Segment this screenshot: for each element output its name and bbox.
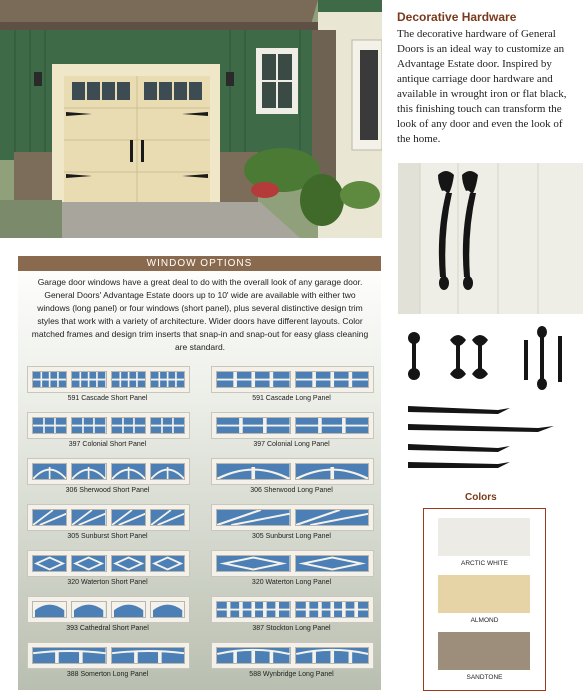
window-pane: [111, 371, 146, 388]
colors-heading: Colors: [465, 492, 497, 503]
window-option-frame: [27, 642, 190, 669]
window-pane: [216, 417, 291, 434]
window-pane-graphic: [33, 648, 106, 663]
window-pane-graphic: [151, 464, 184, 479]
window-pane-graphic: [151, 418, 184, 433]
window-option-label: 305 Sunburst Short Panel: [67, 533, 148, 540]
window-pane-graphic: [112, 464, 145, 479]
window-pane-graphic: [72, 464, 105, 479]
window-options-heading: WINDOW OPTIONS: [18, 256, 381, 271]
swatch-almond: [438, 575, 530, 613]
window-option-frame: [27, 366, 190, 393]
window-pane: [111, 555, 146, 572]
window-pane-graphic: [112, 510, 145, 525]
window-option-label: 588 Wynbridge Long Panel: [249, 671, 334, 678]
window-option-label: 393 Cathedral Short Panel: [66, 625, 149, 632]
window-pane-graphic: [151, 602, 184, 617]
window-pane-graphic: [72, 602, 105, 617]
window-pane: [111, 463, 146, 480]
window-pane: [111, 509, 146, 526]
window-pane-row: [32, 509, 185, 526]
window-pane-graphic: [151, 510, 184, 525]
window-option-frame: [27, 412, 190, 439]
window-pane-row: [216, 509, 369, 526]
window-option-frame: [27, 550, 190, 577]
window-pane-graphic: [112, 372, 145, 387]
window-pane: [32, 647, 107, 664]
window-option-frame: [211, 504, 374, 531]
window-pane-graphic: [217, 556, 290, 571]
window-pane: [111, 601, 146, 618]
window-pane: [150, 371, 185, 388]
window-pane: [295, 555, 370, 572]
handle-hardware-photo: [398, 163, 583, 314]
window-pane-row: [32, 601, 185, 618]
swatch-sandtone: [438, 632, 530, 670]
window-pane-graphic: [112, 602, 145, 617]
window-pane: [295, 509, 370, 526]
window-pane-graphic: [296, 556, 369, 571]
window-option-label: 320 Waterton Short Panel: [67, 579, 148, 586]
window-pane: [71, 555, 106, 572]
window-pane-graphic: [296, 418, 369, 433]
window-pane: [71, 601, 106, 618]
window-pane-graphic: [296, 510, 369, 525]
window-pane-row: [216, 601, 369, 618]
window-pane-row: [32, 463, 185, 480]
window-option-frame: [27, 458, 190, 485]
window-pane-graphic: [33, 372, 66, 387]
window-pane: [150, 555, 185, 572]
window-pane: [295, 601, 370, 618]
window-option-label: 591 Cascade Short Panel: [67, 395, 148, 402]
window-pane-row: [32, 647, 185, 664]
window-pane-graphic: [217, 464, 290, 479]
window-option-frame: [27, 504, 190, 531]
window-pane: [32, 509, 67, 526]
window-pane: [295, 417, 370, 434]
window-option-label: 397 Colonial Short Panel: [68, 441, 147, 448]
window-option-frame: [211, 550, 374, 577]
window-pane-graphic: [72, 418, 105, 433]
window-option-label: 306 Sherwood Short Panel: [65, 487, 150, 494]
window-option-frame: [27, 596, 190, 623]
swatch-arctic-white: [438, 518, 530, 556]
window-pane: [216, 555, 291, 572]
window-options-panel: [18, 256, 381, 690]
window-pane: [216, 371, 291, 388]
window-pane-graphic: [33, 602, 66, 617]
window-option-frame: [211, 642, 374, 669]
window-pane-graphic: [217, 418, 290, 433]
window-option-frame: [211, 596, 374, 623]
window-option-label: 387 Stockton Long Panel: [252, 625, 331, 632]
window-pane-graphic: [296, 372, 369, 387]
window-option-frame: [211, 458, 374, 485]
window-pane-graphic: [33, 464, 66, 479]
window-pane: [71, 371, 106, 388]
window-pane: [32, 371, 67, 388]
window-pane-row: [216, 417, 369, 434]
window-pane-graphic: [296, 464, 369, 479]
window-pane: [216, 509, 291, 526]
window-option-label: 306 Sherwood Long Panel: [250, 487, 333, 494]
window-pane-graphic: [112, 648, 185, 663]
window-pane: [150, 601, 185, 618]
window-option-label: 397 Colonial Long Panel: [253, 441, 330, 448]
window-pane-graphic: [217, 510, 290, 525]
window-pane-graphic: [112, 556, 145, 571]
window-pane: [71, 417, 106, 434]
window-option-frame: [211, 366, 374, 393]
window-pane: [216, 647, 291, 664]
window-pane-graphic: [72, 372, 105, 387]
window-pane: [32, 417, 67, 434]
window-option-frame: [211, 412, 374, 439]
window-pane: [295, 371, 370, 388]
window-pane-row: [32, 555, 185, 572]
window-pane-graphic: [296, 602, 369, 617]
window-pane: [111, 417, 146, 434]
window-pane-graphic: [217, 602, 290, 617]
garage-door-photo: [0, 0, 382, 238]
window-pane: [71, 463, 106, 480]
window-pane: [216, 601, 291, 618]
window-pane-row: [216, 371, 369, 388]
window-options-intro: Garage door windows have a great deal to do with the overall look of any garage door. General Doors' Advantage Estate doors up to 10' wide are available with either two windows (long panel) or four windows (short panel), plus several distinctive design trim styles that work with a variety of architecture. Wider doors have different layouts. Color matched frames and design trim inserts that snap-in and snap-out for easy glass cleaning are standard.: [31, 277, 369, 352]
window-pane-graphic: [217, 648, 290, 663]
window-pane-graphic: [33, 510, 66, 525]
decorative-hardware-heading: Decorative Hardware: [397, 10, 517, 24]
window-pane-row: [216, 647, 369, 664]
decorative-hardware-description: The decorative hardware of General Doors is an ideal way to customize an Advantage Estate door. Inspired by antique carriage door hardware and available in wrought iron or flat black, this finishing touch can transform the look of any door and even the look of the home.: [397, 28, 567, 145]
window-pane: [150, 509, 185, 526]
color-swatches-box: [423, 508, 546, 691]
window-pane-row: [216, 463, 369, 480]
window-pane: [111, 647, 186, 664]
hinge-and-handle-options: [398, 318, 583, 478]
window-pane: [150, 417, 185, 434]
window-pane-graphic: [72, 510, 105, 525]
window-option-label: 320 Waterton Long Panel: [251, 579, 332, 586]
window-pane-graphic: [112, 418, 145, 433]
window-pane-graphic: [151, 372, 184, 387]
window-pane-graphic: [33, 418, 66, 433]
window-option-label: 388 Somerton Long Panel: [66, 671, 149, 678]
window-pane-row: [216, 555, 369, 572]
window-pane-graphic: [151, 556, 184, 571]
window-pane: [216, 463, 291, 480]
window-pane: [150, 463, 185, 480]
window-pane: [32, 601, 67, 618]
window-option-label: 305 Sunburst Long Panel: [251, 533, 331, 540]
window-option-label: 591 Cascade Long Panel: [252, 395, 331, 402]
window-pane: [295, 463, 370, 480]
window-pane-row: [32, 417, 185, 434]
window-pane-graphic: [33, 556, 66, 571]
window-pane: [71, 509, 106, 526]
window-pane-graphic: [72, 556, 105, 571]
window-pane-graphic: [296, 648, 369, 663]
window-pane-graphic: [217, 372, 290, 387]
window-pane: [295, 647, 370, 664]
window-pane-row: [32, 371, 185, 388]
swatch-label: ALMOND: [470, 617, 499, 624]
swatch-label: SANDTONE: [466, 674, 503, 681]
swatch-label: ARCTIC WHITE: [461, 560, 508, 567]
window-pane: [32, 555, 67, 572]
window-pane: [32, 463, 67, 480]
